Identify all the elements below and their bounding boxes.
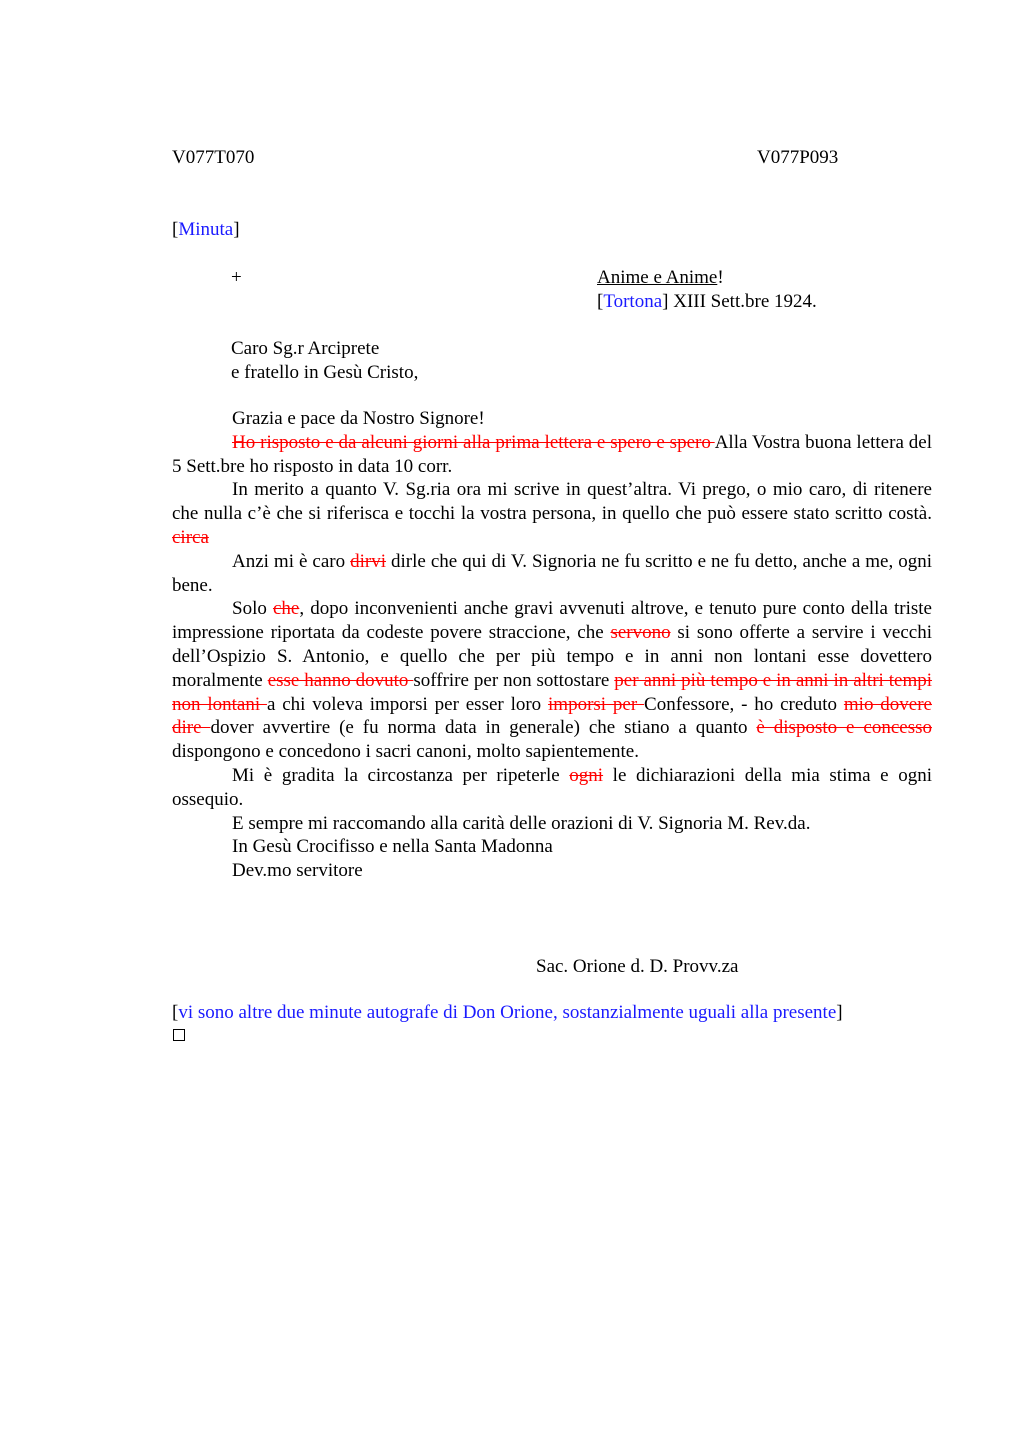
deletion: dirvi	[350, 550, 387, 572]
bracket-open: [	[172, 219, 179, 240]
text: soffrire per non sottostare	[413, 669, 615, 691]
signature: Sac. Orione d. D. Provv.za	[536, 956, 739, 977]
text: dispongono e concedono i sacri canoni, molto sapientemente.	[172, 741, 639, 763]
text: le dichiarazioni della mia stima e ogni ossequio.	[172, 764, 932, 810]
deletion: Ho risposto e da alcuni giorni alla prima lettera e spero e spero	[232, 431, 715, 453]
closing-line-3: Dev.mo servitore	[232, 860, 363, 882]
paragraph-3	[172, 550, 932, 598]
deletion: servono	[610, 622, 671, 644]
minuta-label	[172, 218, 240, 242]
motto-punct: !	[717, 267, 724, 288]
paragraph-5	[172, 764, 932, 812]
minuta-text: Minuta	[178, 219, 234, 240]
note-bracket-close: ]	[836, 1002, 843, 1023]
editorial-note	[172, 1001, 843, 1025]
closing-line-2: In Gesù Crocifisso e nella Santa Madonna	[232, 836, 553, 858]
deletion: imporsi per	[548, 693, 645, 715]
place-text: Tortona	[603, 291, 663, 312]
text: dover avvertire (e fu norma data in generale) che stiano a quanto	[210, 717, 757, 739]
text: Alla Vostra buona lettera del 5 Sett.bre ho risposto in data 10 corr.	[172, 431, 932, 477]
salutation-line-2: e fratello in Gesù Cristo,	[231, 362, 419, 383]
left-code: V077T070	[172, 147, 255, 168]
motto-text: Anime e Anime	[597, 267, 718, 288]
note-text: vi sono altre due minute autografe di Don Orione, sostanzialmente uguali alla presente	[178, 1002, 837, 1023]
letter-body	[172, 407, 932, 883]
text: a chi voleva imporsi per esser loro	[266, 693, 549, 715]
text: Confessore, - ho creduto	[644, 693, 844, 715]
salutation-line-1: Caro Sg.r Arciprete	[231, 338, 380, 359]
date-text: XIII Sett.bre 1924.	[668, 291, 817, 312]
text: Solo	[232, 598, 273, 620]
cross-symbol: +	[231, 267, 242, 288]
note-bracket-open: [	[172, 1002, 179, 1023]
deletion: mio dovere dire	[172, 693, 932, 739]
deletion: è disposto e concesso	[756, 717, 932, 739]
place-bracket-close: ]	[662, 291, 669, 312]
text: Anzi mi è caro	[232, 550, 351, 572]
text: Mi è gradita la circostanza per ripeterle	[232, 764, 570, 786]
text: , dopo inconvenienti anche gravi avvenuti altrove, e tenuto pure conto della triste impressione riportata da codeste povere straccione, che	[172, 598, 932, 644]
deletion: ogni	[569, 764, 604, 786]
right-code: V077P093	[757, 147, 839, 168]
motto	[597, 266, 724, 290]
place-date	[597, 290, 817, 314]
greeting: Grazia e pace da Nostro Signore!	[232, 408, 485, 429]
deletion: circa	[172, 526, 209, 548]
paragraph-2	[172, 478, 932, 549]
closing-line-1: E sempre mi raccomando alla carità delle orazioni di V. Signoria M. Rev.da.	[232, 812, 811, 834]
paragraph-1	[172, 431, 932, 479]
text: In merito a quanto V. Sg.ria ora mi scrive in quest’altra. Vi prego, o mio caro, di ritenere che nulla c’è che si riferisca e tocchi la vostra persona, in quello che può essere stato scritto costà.	[172, 479, 932, 525]
bracket-close: ]	[233, 219, 240, 240]
deletion: esse hanno dovuto	[267, 669, 414, 691]
deletion: che	[272, 598, 300, 620]
text: si sono offerte a servire i vecchi dell’Ospizio S. Antonio, e quello che per più tempo e in anni non lontani esse dovettero moralmente	[172, 622, 932, 691]
place-bracket-open: [	[597, 291, 604, 312]
text: dirle che qui di V. Signoria ne fu scritto e ne fu detto, anche a me, ogni bene.	[172, 550, 932, 596]
end-box-icon	[173, 1029, 185, 1041]
paragraph-4	[172, 597, 932, 764]
deletion: per anni più tempo e in anni in altri tempi non lontani	[172, 669, 933, 715]
